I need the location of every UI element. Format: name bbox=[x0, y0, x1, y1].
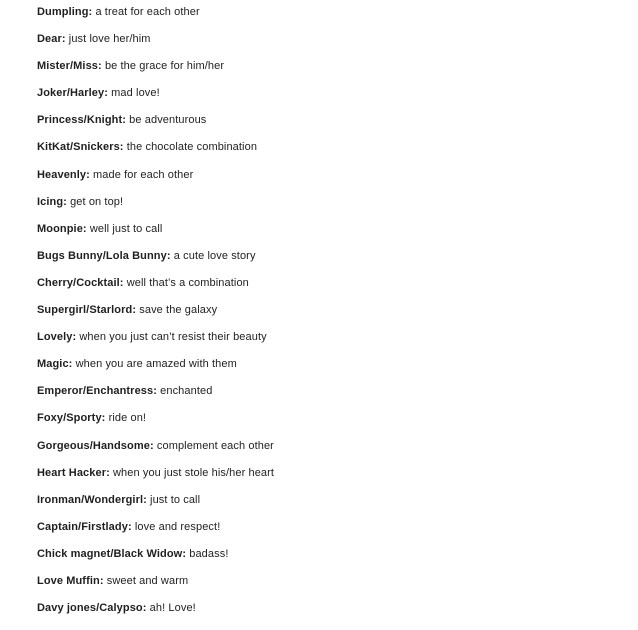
list-item bbox=[37, 383, 628, 410]
entry-term: Davy jones/Calypso: bbox=[37, 602, 147, 615]
entry-description: mad love! bbox=[111, 87, 160, 100]
entry-term: Love Muffin: bbox=[37, 574, 104, 587]
list-item bbox=[37, 546, 628, 573]
entry-term: Emperor/Enchantress: bbox=[37, 385, 157, 398]
entry-term: Cherry/Cocktail: bbox=[37, 276, 124, 289]
entry-term: Chick magnet/Black Widow: bbox=[37, 547, 187, 560]
entry-description: badass! bbox=[189, 547, 229, 560]
entry-description: ride on! bbox=[108, 412, 147, 425]
entry-term: Supergirl/Starlord: bbox=[37, 304, 137, 317]
entry-description: when you are amazed with them bbox=[75, 358, 237, 371]
entry-description: enchanted bbox=[160, 385, 213, 398]
entry-term: Joker/Harley: bbox=[37, 87, 109, 100]
entry-term: Captain/Firstlady: bbox=[37, 520, 132, 533]
list-item bbox=[37, 139, 628, 166]
list-item bbox=[37, 275, 628, 302]
entry-term: Heavenly: bbox=[37, 168, 90, 181]
list-item bbox=[37, 492, 628, 519]
list-item bbox=[37, 248, 628, 275]
entry-term: Bugs Bunny/Lola Bunny: bbox=[37, 249, 171, 262]
list-item bbox=[37, 167, 628, 194]
entry-term: Dear: bbox=[37, 33, 66, 46]
entry-description: when you just can’t resist their beauty bbox=[79, 331, 267, 344]
document-body bbox=[37, 4, 628, 627]
entry-term: Heart Hacker: bbox=[37, 466, 110, 479]
entry-description: love and respect! bbox=[134, 520, 221, 533]
entry-description: be adventurous bbox=[129, 114, 207, 127]
entry-description: complement each other bbox=[156, 439, 274, 452]
entry-term: Foxy/Sporty: bbox=[37, 412, 106, 425]
entry-term: Dumpling: bbox=[37, 6, 93, 18]
list-item bbox=[37, 112, 628, 139]
entry-term: Ironman/Wondergirl: bbox=[37, 493, 147, 506]
entry-term: Moonpie: bbox=[37, 222, 87, 235]
list-item bbox=[37, 438, 628, 465]
entry-description: sweet and warm bbox=[106, 574, 189, 587]
entry-term: Icing: bbox=[37, 195, 67, 208]
entry-description: get on top! bbox=[70, 195, 124, 208]
entry-term: Magic: bbox=[37, 358, 73, 371]
entry-description: save the galaxy bbox=[139, 304, 218, 317]
entry-term: Mister/Miss: bbox=[37, 60, 102, 73]
entry-description: be the grace for him/her bbox=[104, 60, 225, 73]
entry-description: a cute love story bbox=[173, 249, 256, 262]
entry-description: when you just stole his/her heart bbox=[113, 466, 275, 479]
list-item bbox=[37, 31, 628, 58]
list-item bbox=[37, 600, 628, 627]
entry-term: KitKat/Snickers: bbox=[37, 141, 124, 154]
list-item bbox=[37, 410, 628, 437]
entry-description: the chocolate combination bbox=[126, 141, 258, 154]
entry-description: just to call bbox=[150, 493, 201, 506]
list-item bbox=[37, 194, 628, 221]
entry-description: a treat for each other bbox=[95, 6, 200, 18]
entry-description: well that’s a combination bbox=[126, 276, 249, 289]
entry-description: well just to call bbox=[89, 222, 163, 235]
entry-term: Lovely: bbox=[37, 331, 77, 344]
list-item bbox=[37, 465, 628, 492]
entry-term: Princess/Knight: bbox=[37, 114, 127, 127]
list-item bbox=[37, 329, 628, 356]
entry-description: just love her/him bbox=[68, 33, 151, 46]
list-item bbox=[37, 302, 628, 329]
list-item bbox=[37, 85, 628, 112]
list-item bbox=[37, 4, 628, 31]
list-item bbox=[37, 356, 628, 383]
entry-description: ah! Love! bbox=[149, 602, 196, 615]
list-item bbox=[37, 519, 628, 546]
list-item bbox=[37, 221, 628, 248]
entry-description: made for each other bbox=[93, 168, 194, 181]
list-item bbox=[37, 58, 628, 85]
list-item bbox=[37, 573, 628, 600]
entry-term: Gorgeous/Handsome: bbox=[37, 439, 154, 452]
